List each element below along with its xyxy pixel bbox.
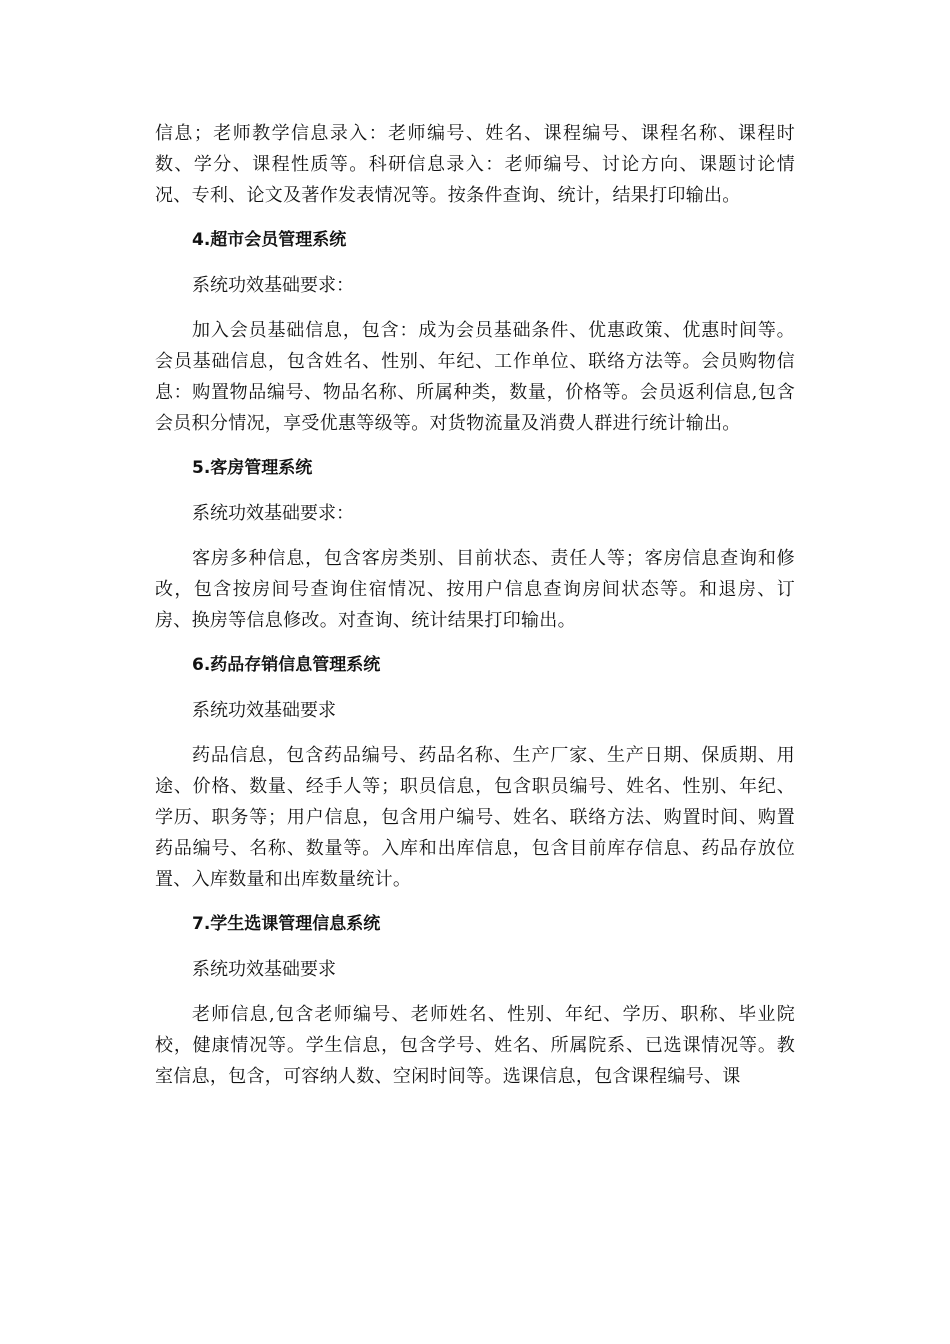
- section-7: [155, 909, 795, 1092]
- intro-paragraph: 信息；老师教学信息录入：老师编号、姓名、课程编号、课程名称、课程时数、学分、课程性质等。科研信息录入：老师编号、讨论方向、课题讨论情况、专利、论文及著作发表情况等。按条件查询、统计，结果打印输出。: [155, 123, 795, 206]
- requirement-label: 系统功效基础要求：: [192, 503, 354, 524]
- document-page: [155, 118, 795, 1106]
- requirement-label: 系统功效基础要求: [192, 700, 336, 721]
- requirement-label: 系统功效基础要求: [192, 959, 336, 980]
- section-body: 加入会员基础信息，包含：成为会员基础条件、优惠政策、优惠时间等。会员基础信息，包含姓名、性别、年纪、工作单位、联络方法等。会员购物信息：购置物品编号、物品名称、所属种类，数量，价格等。会员返利信息,包含会员积分情况，享受优惠等级等。对货物流量及消费人群进行统计输出。: [155, 320, 795, 434]
- section-body: 老师信息,包含老师编号、老师姓名、性别、年纪、学历、职称、毕业院校，健康情况等。学生信息，包含学号、姓名、所属院系、已选课情况等。教室信息，包含，可容纳人数、空闲时间等。选课信息，包含课程编号、课: [155, 1004, 795, 1087]
- section-heading: 5.客房管理系统: [192, 458, 313, 478]
- section-body: 客房多种信息，包含客房类别、目前状态、责任人等；客房信息查询和修改，包含按房间号查询住宿情况、按用户信息查询房间状态等。和退房、订房、换房等信息修改。对查询、统计结果打印输出。: [155, 548, 795, 631]
- section-5: [155, 453, 795, 636]
- section-6: [155, 650, 795, 895]
- section-heading: 4.超市会员管理系统: [192, 230, 347, 250]
- section-4: [155, 225, 795, 439]
- section-heading: 7.学生选课管理信息系统: [192, 914, 381, 934]
- section-heading: 6.药品存销信息管理系统: [192, 655, 381, 675]
- requirement-label: 系统功效基础要求：: [192, 275, 354, 296]
- section-body: 药品信息，包含药品编号、药品名称、生产厂家、生产日期、保质期、用途、价格、数量、经手人等；职员信息，包含职员编号、姓名、性别、年纪、学历、职务等；用户信息，包含用户编号、姓名、联络方法、购置时间、购置药品编号、名称、数量等。入库和出库信息，包含目前库存信息、药品存放位置、入库数量和出库数量统计。: [155, 745, 795, 890]
